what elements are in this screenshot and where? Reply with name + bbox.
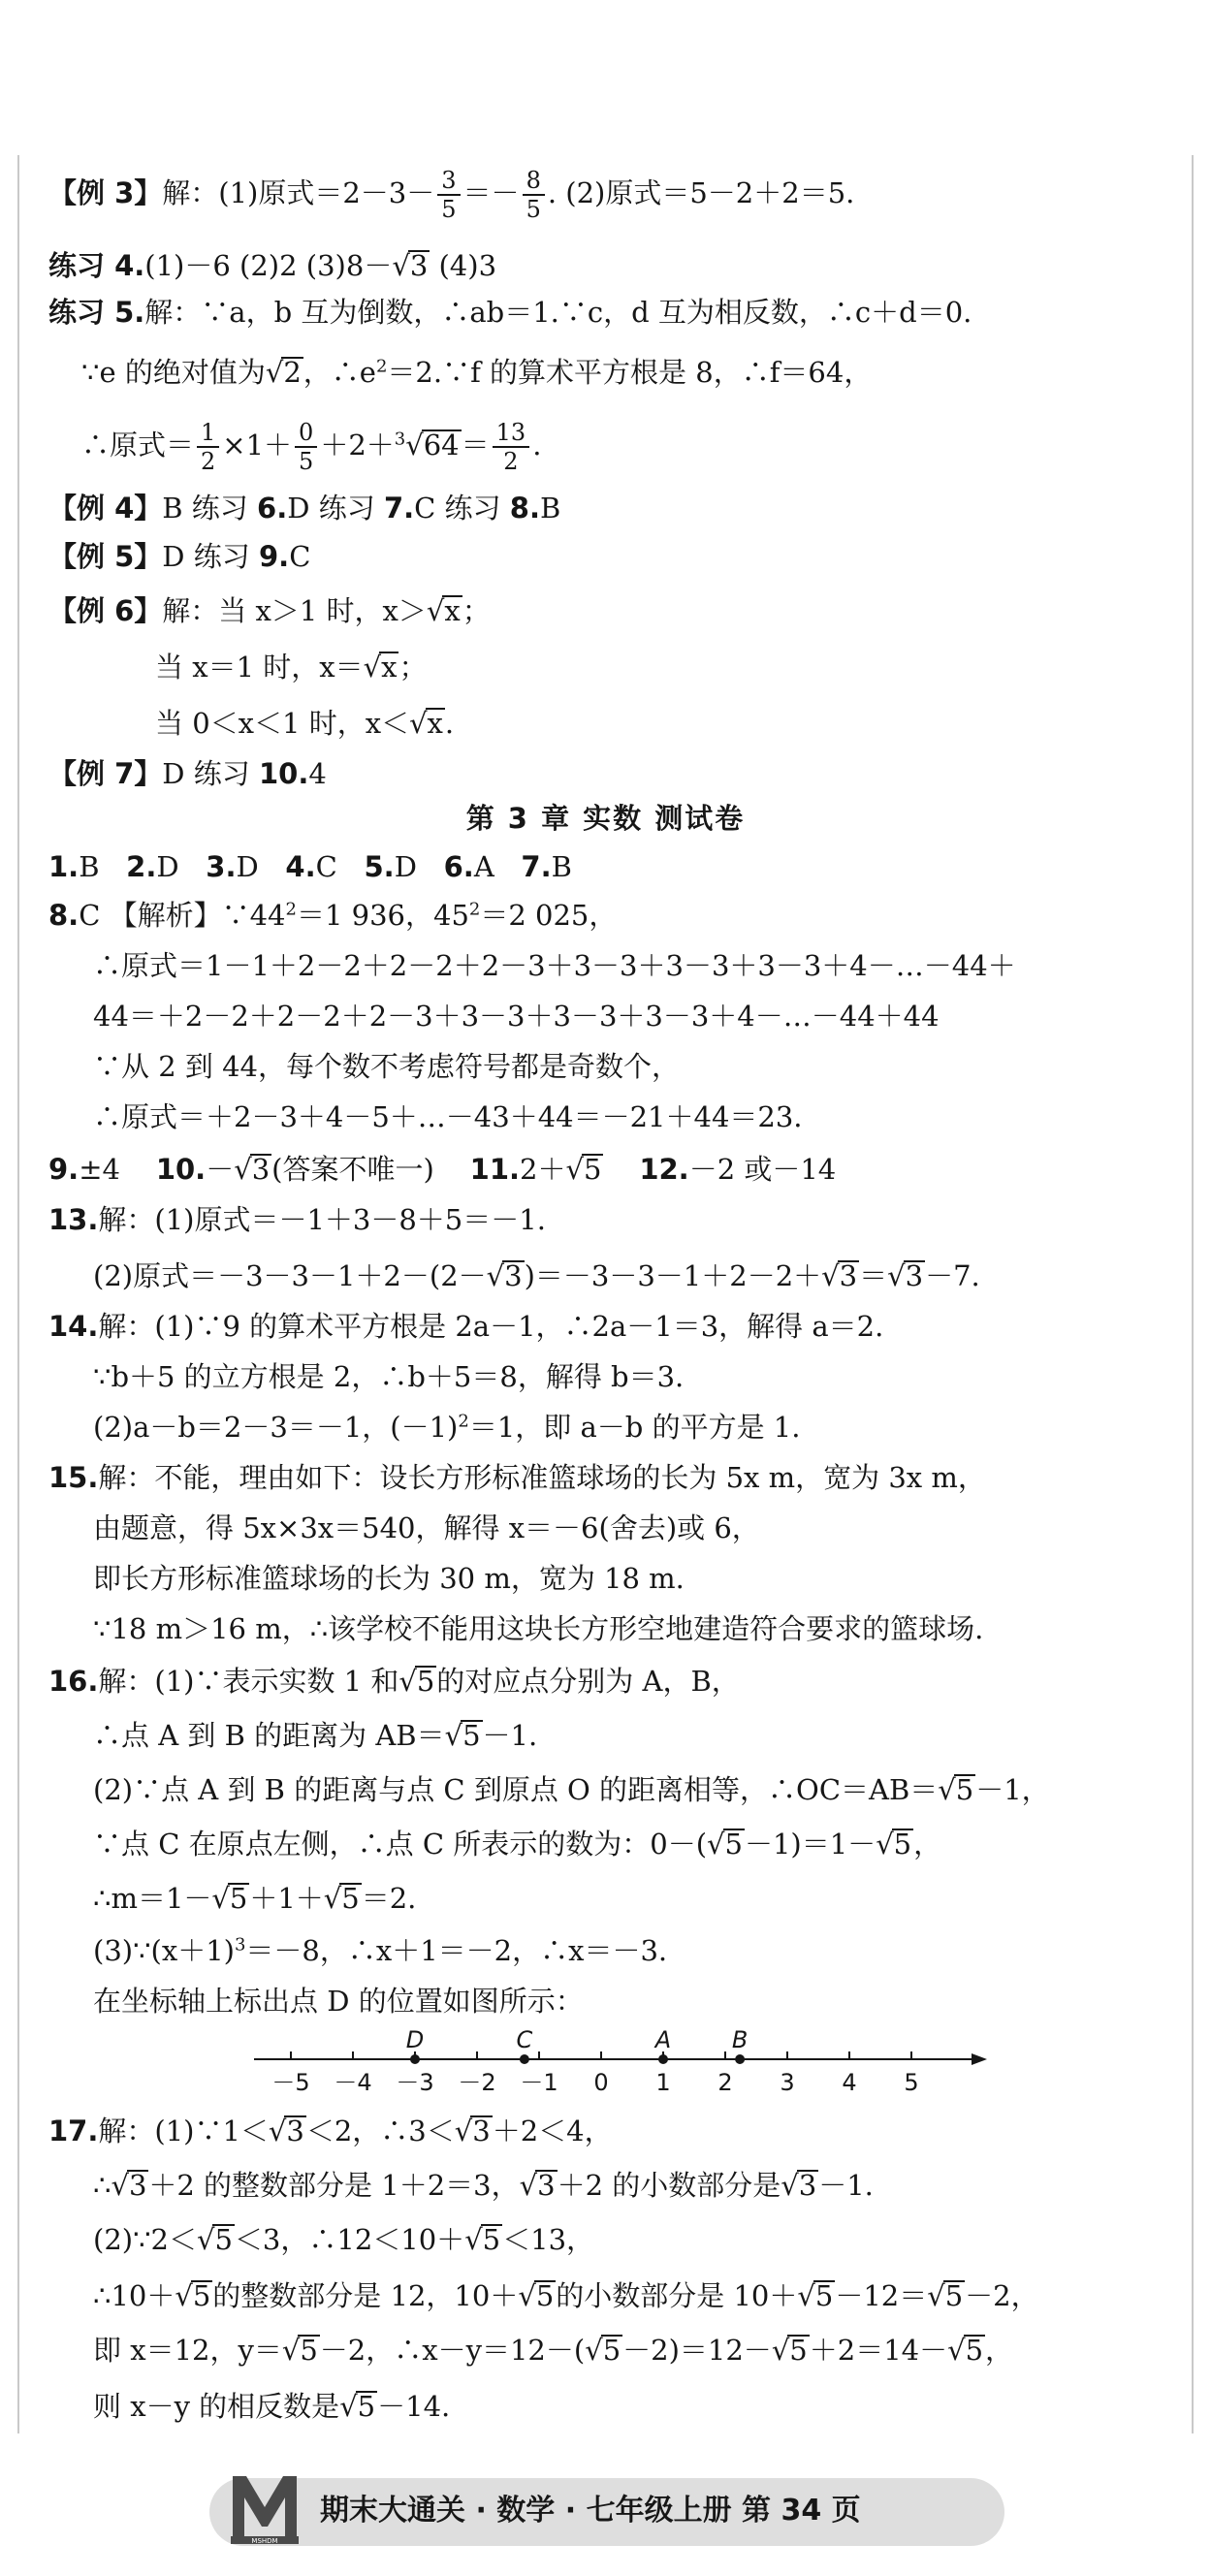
radicand: 5	[789, 2334, 808, 2367]
text: ∵点 C 在原点左侧，∴点 C 所表示的数为：0－(	[93, 1828, 708, 1860]
text: 解：(1)∵9 的算术平方根是 2a－1，∴2a－1＝3，解得 a＝2.	[98, 1310, 884, 1343]
text: C 【解析】∵44	[79, 899, 286, 932]
text: D 练习	[162, 540, 259, 573]
question-number: 17.	[48, 2115, 99, 2147]
text: ＋2＋	[320, 429, 395, 461]
question-8-line-3: 44＝＋2－2＋2－2＋2－3＋3－3＋3－3＋3－3＋4－…－44＋44	[93, 1000, 940, 1033]
numerator: 3	[437, 167, 460, 196]
radicand: 5	[955, 1773, 974, 1806]
text: B 练习	[162, 492, 258, 525]
text: －7.	[925, 1259, 980, 1292]
tick-label: 4	[842, 2069, 857, 2096]
question-13-line-2: (2)原式＝－3－3－1＋2－(2－√3)＝－3－3－1＋2－2＋√3＝√3－7.	[93, 1259, 980, 1292]
text: ＝2 025，	[480, 899, 618, 932]
text: －	[206, 1153, 235, 1186]
logo-text: MSHDM	[251, 2537, 278, 2545]
example-6-line-2: 当 x＝1 时，x＝√x；	[155, 651, 428, 684]
text: ∴10＋	[93, 2279, 175, 2312]
radicand: 5	[300, 2334, 318, 2367]
text: 解：(1)∵表示实数 1 和	[98, 1665, 399, 1698]
example-6-line-1: 【例 6】解：当 x＞1 时，x＞√x；	[48, 594, 491, 627]
text: －12＝	[835, 2279, 928, 2312]
text: ＝1，即 a－b 的平方是 1.	[468, 1411, 801, 1444]
radicand: 5	[357, 2390, 376, 2423]
question-number: 12.	[639, 1153, 689, 1186]
question-8-line-5: ∴原式＝＋2－3＋4－5＋…－43＋44＝－21＋44＝23.	[93, 1100, 803, 1133]
text: (2)∵点 A 到 B 的距离与点 C 到原点 O 的距离相等，∴OC＝AB＝	[93, 1773, 939, 1806]
tick-label: －4	[334, 2069, 372, 2096]
text: .	[444, 707, 455, 740]
question-17-line-4: ∴10＋√5的整数部分是 12，10＋√5的小数部分是 10＋√5－12＝√5－2，	[93, 2279, 1039, 2312]
radicand: 5	[192, 2279, 211, 2312]
question-13-line-1	[48, 1198, 546, 1241]
radicand: 5	[341, 1882, 360, 1915]
exercise-5-line-1	[48, 291, 972, 334]
answer-number: 5.	[364, 850, 395, 883]
answer-value: D	[156, 850, 179, 883]
radicand: 3	[537, 2169, 556, 2202]
denominator: 5	[441, 196, 457, 223]
answer-number: 3.	[206, 850, 237, 883]
answer-value: C	[315, 850, 337, 883]
text: ∴点 A 到 B 的距离为 AB＝	[93, 1719, 445, 1752]
example-3	[48, 167, 854, 223]
text: ＋1＋	[249, 1882, 324, 1915]
tick-label: 0	[593, 2069, 609, 2096]
question-17-line-6: 则 x－y 的相反数是√5－14.	[93, 2390, 451, 2423]
question-16-line-3: (2)∵点 A 到 B 的距离与点 C 到原点 O 的距离相等，∴OC＝AB＝√5－1，	[93, 1773, 1050, 1806]
point-marker	[658, 2054, 668, 2064]
answer-value: D	[236, 850, 259, 883]
tick-label: 3	[780, 2069, 795, 2096]
example-label: 【例 5】	[48, 540, 163, 573]
radicand: 64	[423, 429, 460, 461]
text: ±4	[79, 1153, 120, 1186]
text: ＝2.	[361, 1882, 417, 1915]
answers-1-7	[48, 845, 572, 888]
page-border-left	[17, 155, 19, 2433]
text: C 练习	[414, 492, 510, 525]
text: －2，∴x－y＝12－(	[319, 2334, 586, 2367]
radicand: 5	[602, 2334, 621, 2367]
text: ＜13，	[502, 2223, 595, 2256]
question-14-line-3	[93, 1406, 800, 1448]
question-15-line-3: 即长方形标准篮球场的长为 30 m，宽为 18 m.	[93, 1562, 685, 1595]
text: ∵e 的绝对值为	[81, 356, 266, 389]
radicand: 5	[482, 2223, 501, 2256]
text: (2)原式＝－3－3－1＋2－(2－	[93, 1259, 487, 1292]
question-15-line-4: ∵18 m＞16 m，∴该学校不能用这块长方形空地建造符合要求的篮球场.	[93, 1612, 984, 1645]
answer-number: 7.	[521, 850, 552, 883]
tick-label: 1	[655, 2069, 671, 2096]
question-15-line-1	[48, 1456, 986, 1499]
number: 6.	[257, 492, 288, 525]
radicand: 3	[905, 1259, 924, 1292]
text: D 练习	[287, 492, 384, 525]
text: －2，	[965, 2279, 1039, 2312]
example-label: 【例 7】	[48, 757, 163, 790]
text: (答案不唯一)	[271, 1153, 434, 1186]
radicand: 5	[214, 2223, 233, 2256]
text: ＋2＜4，	[492, 2115, 613, 2147]
question-number: 16.	[48, 1665, 99, 1698]
number: 10.	[258, 757, 309, 790]
text: 解：∵a，b 互为倒数，∴ab＝1.∵c，d 互为相反数，∴c＋d＝0.	[144, 296, 972, 329]
tick-label: 5	[904, 2069, 919, 2096]
question-number: 10.	[155, 1153, 207, 1186]
text: (2)a－b＝2－3＝－1，(－1)	[93, 1411, 459, 1444]
axis-arrow	[972, 2053, 987, 2065]
question-17-line-3: (2)∵2＜√5＜3，∴12＜10＋√5＜13，	[93, 2223, 595, 2256]
fraction	[197, 419, 219, 475]
example-5-row	[48, 535, 310, 578]
radicand: 5	[814, 2279, 834, 2312]
radicand: 5	[535, 2279, 555, 2312]
numerator: 8	[523, 167, 545, 196]
text: 解：(1)∵1＜	[98, 2115, 269, 2147]
radicand: 5	[462, 1719, 481, 1752]
text: －2)＝12－	[622, 2334, 772, 2367]
numerator: 13	[493, 419, 530, 448]
question-16-line-1: 16.解：(1)∵表示实数 1 和√5的对应点分别为 A，B，	[48, 1665, 740, 1698]
question-number: 13.	[48, 1203, 99, 1236]
radicand: x	[444, 594, 461, 627]
example-7-row	[48, 752, 327, 795]
numerator: 1	[197, 419, 219, 448]
text: (4)3	[430, 249, 497, 282]
text: －2 或－14	[688, 1153, 837, 1186]
radicand: 5	[229, 1882, 248, 1915]
fraction	[295, 419, 317, 475]
radicand: 5	[724, 1828, 743, 1860]
text: ＋2 的小数部分是	[557, 2169, 781, 2202]
question-16-line-5: ∴m＝1－√5＋1＋√5＝2.	[93, 1882, 417, 1915]
example-label: 【例 6】	[48, 594, 163, 627]
question-17-line-5: 即 x＝12，y＝√5－2，∴x－y＝12－(√5－2)＝12－√5＋2＝14－√5，	[93, 2334, 1014, 2367]
answer-number: 6.	[443, 850, 474, 883]
chapter-title: 第 3 章 实数 测试卷	[465, 802, 746, 835]
question-16-line-6	[93, 1929, 667, 1972]
text: ×1＋	[222, 429, 293, 461]
point-label: C	[516, 2026, 533, 2053]
text: D 练习	[162, 757, 259, 790]
exercise-5-line-3: ∴原式＝ $\frac{1}{2}$ ×1＋ $\frac{0}{5}$ ＋2＋$^3$√64＝ $\frac{13}{2}$ .	[81, 419, 542, 475]
footer-text: 期末大通关 · 数学 · 七年级上册 第 34 页	[320, 2494, 861, 2528]
text: ＋2 的整数部分是 1＋2＝3，	[148, 2169, 520, 2202]
text: ∴原式＝	[81, 429, 195, 461]
number: 9.	[258, 540, 290, 573]
text: ；	[462, 594, 491, 627]
point-marker	[735, 2054, 745, 2064]
numerator: 0	[295, 419, 317, 448]
exercise-label: 练习 5.	[48, 296, 145, 329]
question-number: 15.	[48, 1461, 99, 1494]
radicand: 3	[409, 249, 429, 282]
fraction	[437, 167, 460, 223]
exponent: 2	[458, 1411, 469, 1432]
text: －1.	[482, 1719, 538, 1752]
text: －1)＝1－	[744, 1828, 876, 1860]
denominator: 2	[503, 448, 519, 475]
radicand: 2	[283, 356, 302, 389]
number: 8.	[509, 492, 540, 525]
text: C	[289, 540, 311, 573]
exponent: 2	[285, 899, 297, 920]
question-16-line-7: 在坐标轴上标出点 D 的位置如图所示：	[93, 1985, 584, 2018]
radicand: 5	[583, 1153, 602, 1186]
question-14-line-2: ∵b＋5 的立方根是 2，∴b＋5＝8，解得 b＝3.	[93, 1360, 685, 1393]
text: ＝1 936，45	[296, 899, 469, 932]
radicand: 3	[128, 2169, 147, 2202]
tick-label: －2	[458, 2069, 496, 2096]
tick-label: －3	[396, 2069, 434, 2096]
text: ＝－8，∴x＋1＝－2，∴x＝－3.	[245, 1934, 668, 1967]
exponent: 3	[234, 1934, 246, 1956]
question-17-line-2: ∴√3＋2 的整数部分是 1＋2＝3，√3＋2 的小数部分是√3－1.	[93, 2169, 874, 2202]
text: )＝－3－3－1＋2－2＋	[524, 1259, 822, 1292]
question-16-line-4: ∵点 C 在原点左侧，∴点 C 所表示的数为：0－(√5－1)＝1－√5，	[93, 1828, 942, 1860]
exponent: 2	[468, 899, 481, 920]
point-marker	[410, 2054, 420, 2064]
answer-number: 1.	[48, 850, 80, 883]
text: 的整数部分是 12，10＋	[212, 2279, 519, 2312]
text: 当 x＝1 时，x＝	[155, 651, 364, 684]
radicand: 3	[251, 1153, 271, 1186]
text: 的对应点分别为 A，B，	[436, 1665, 740, 1698]
text: ＝	[859, 1259, 888, 1292]
exercise-5-line-2: ∵e 的绝对值为√2，$\therefore e^2=2.\because f$ 的算术平方根是 8，∴f＝64，	[81, 356, 873, 389]
tick-label: －5	[271, 2069, 310, 2096]
denominator: 5	[299, 448, 314, 475]
text: ＋2＝14－	[809, 2334, 948, 2367]
text: 解：不能，理由如下：设长方形标准篮球场的长为 5x m，宽为 3x m，	[98, 1461, 986, 1494]
example-label: 【例 3】	[48, 176, 163, 209]
question-8-line-4: ∵从 2 到 44，每个数不考虑符号都是奇数个，	[93, 1050, 681, 1083]
example-6-line-3: 当 0＜x＜1 时，x＜√x.	[155, 707, 455, 740]
number: 7.	[383, 492, 415, 525]
text: 解：(1)原式＝－1＋3－8＋5＝－1.	[98, 1203, 546, 1236]
text: 解：当 x＞1 时，x＞	[162, 594, 427, 627]
text: 2＋	[520, 1153, 566, 1186]
exercise-4: 练习 4.(1)－6 (2)2 (3)8－√3 (4)3	[48, 249, 497, 282]
text: ＝2.∵f 的算术平方根是 8，∴f＝64，	[387, 356, 873, 389]
radicand: 5	[944, 2279, 964, 2312]
text: 即 x＝12，y＝	[93, 2334, 282, 2367]
page-border-right	[1192, 155, 1194, 2433]
answer-number: 2.	[126, 850, 157, 883]
question-17-line-1: 17.解：(1)∵1＜√3＜2，∴3＜√3＋2＜4，	[48, 2115, 613, 2147]
text: ，∴e	[303, 356, 376, 389]
answer-value: D	[394, 850, 417, 883]
text: ＜3，∴12＜10＋	[234, 2223, 465, 2256]
text: ＝－	[462, 176, 520, 209]
text: ∴m＝1－	[93, 1882, 212, 1915]
radicand: 3	[839, 1259, 858, 1292]
question-14-line-1	[48, 1305, 883, 1348]
text: 4	[308, 757, 327, 790]
answer-value: A	[473, 850, 494, 883]
question-number: 8.	[48, 899, 80, 932]
point-label: B	[731, 2026, 749, 2053]
text: .	[532, 429, 542, 461]
text: 当 0＜x＜1 时，x＜	[155, 707, 410, 740]
radicand: 3	[286, 2115, 304, 2147]
text: (3)∵(x＋1)	[93, 1934, 235, 1967]
question-16-line-2: ∴点 A 到 B 的距离为 AB＝√5－1.	[93, 1719, 538, 1752]
exponent: 2	[375, 356, 388, 377]
question-8-line-1	[48, 894, 617, 937]
radicand: x	[381, 651, 398, 684]
question-number: 11.	[469, 1153, 521, 1186]
question-number: 9.	[48, 1153, 80, 1186]
text: (1)－6 (2)2 (3)8－	[144, 249, 393, 282]
question-number: 14.	[48, 1310, 99, 1343]
text: ；	[398, 651, 428, 684]
point-label: D	[405, 2026, 425, 2053]
fraction	[523, 167, 545, 223]
radicand: 5	[416, 1665, 435, 1698]
text: －1.	[818, 2169, 874, 2202]
answer-value: B	[551, 850, 572, 883]
radicand: 5	[965, 2334, 984, 2367]
text: ，	[913, 1828, 942, 1860]
text: 的小数部分是 10＋	[556, 2279, 798, 2312]
questions-9-12: 9.±4 10.－√3(答案不唯一) 11.2＋√5 12.－2 或－14	[48, 1153, 837, 1186]
example-label: 【例 4】	[48, 492, 163, 525]
text: －1，	[975, 1773, 1050, 1806]
text: 解：(1)原式＝2－3－	[162, 176, 435, 209]
text: －14.	[377, 2390, 451, 2423]
number-line	[242, 2020, 989, 2098]
example-4-row	[48, 487, 560, 529]
text: ∴	[93, 2169, 112, 2202]
radicand: 3	[472, 2115, 491, 2147]
question-8-line-2: ∴原式＝1－1＋2－2＋2－2＋2－3＋3－3＋3－3＋3－3＋4－…－44＋	[93, 949, 1016, 982]
radicand: 3	[504, 1259, 523, 1292]
radicand: 5	[893, 1828, 912, 1860]
text: (2)∵2＜	[93, 2223, 197, 2256]
denominator: 2	[201, 448, 216, 475]
radicand: x	[427, 707, 443, 740]
answer-value: B	[79, 850, 100, 883]
root-index: 3	[394, 429, 406, 450]
text: . (2)原式＝5－2＋2＝5.	[547, 176, 855, 209]
point-marker	[520, 2054, 529, 2064]
text: B	[539, 492, 561, 525]
text: 则 x－y 的相反数是	[93, 2390, 340, 2423]
text: ，	[985, 2334, 1014, 2367]
publisher-logo	[229, 2468, 301, 2546]
radicand: 3	[798, 2169, 817, 2202]
text: ＜2，∴3＜	[305, 2115, 455, 2147]
text: ＝	[461, 429, 490, 461]
tick-label: －1	[520, 2069, 558, 2096]
exercise-label: 练习 4.	[48, 249, 145, 282]
tick-label: 2	[717, 2069, 733, 2096]
question-15-line-2: 由题意，得 5x×3x＝540，解得 x＝－6(舍去)或 6，	[93, 1511, 760, 1544]
point-label: A	[654, 2026, 672, 2053]
answer-number: 4.	[285, 850, 316, 883]
fraction	[493, 419, 530, 475]
denominator: 5	[526, 196, 541, 223]
